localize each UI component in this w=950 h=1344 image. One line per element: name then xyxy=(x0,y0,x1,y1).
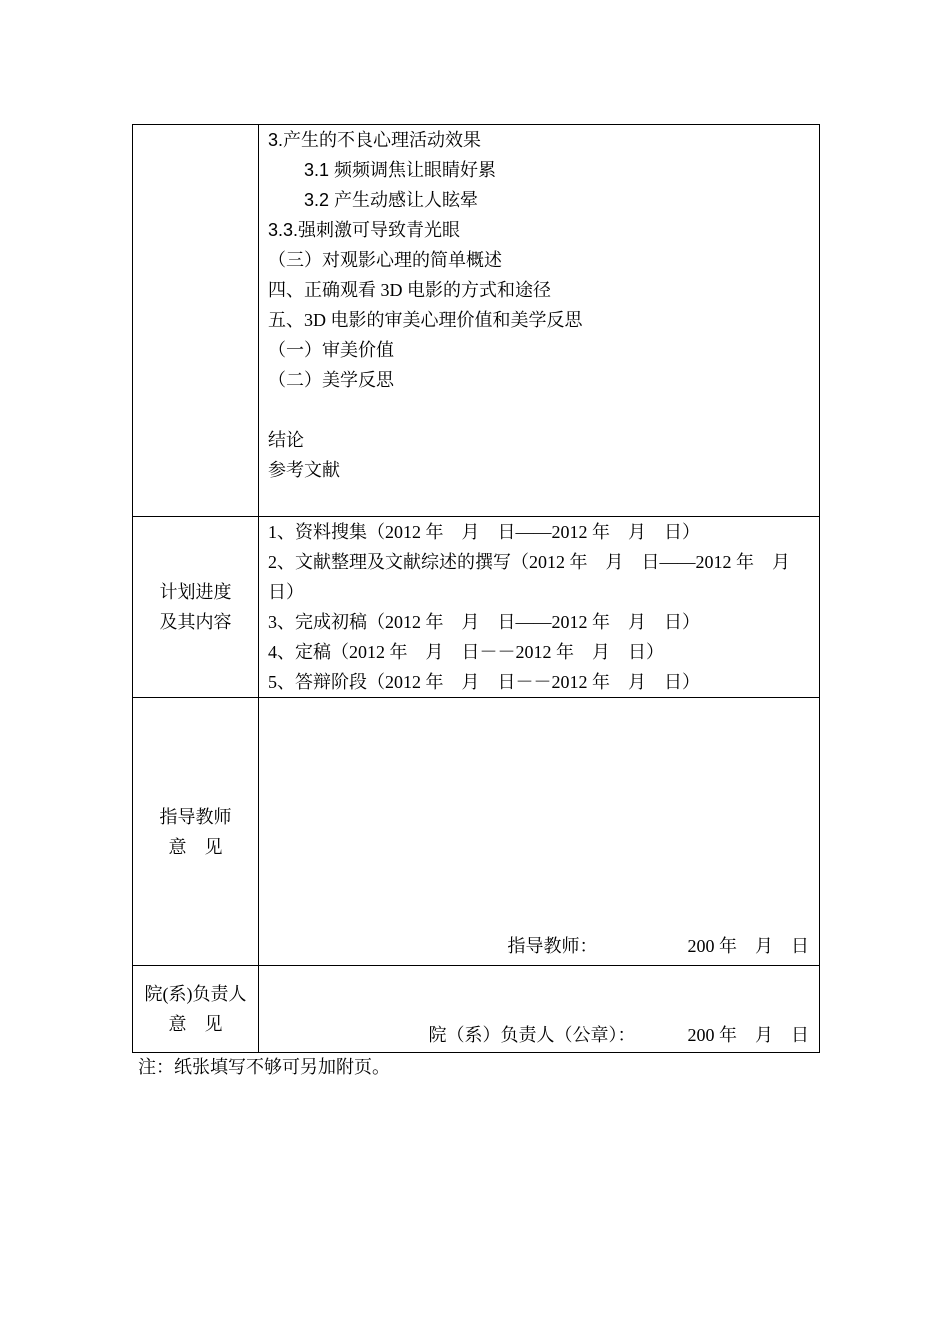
department-row xyxy=(133,966,820,1053)
department-label: 院(系)负责人 xyxy=(144,984,247,1004)
advisor-date: 200 年 月 日 xyxy=(687,936,809,956)
schedule-item: 2、文献整理及文献综述的撰写（2012 年 月 日——2012 年 月日） xyxy=(268,552,790,602)
schedule-item: 3、完成初稿（2012 年 月 日——2012 年 月 日） xyxy=(268,612,700,632)
department-date: 200 年 月 日 xyxy=(687,1025,809,1045)
advisor-label-cell xyxy=(133,698,259,966)
schedule-item: 5、答辩阶段（2012 年 月 日－－2012 年 月 日） xyxy=(268,672,700,692)
schedule-row xyxy=(133,517,820,698)
outline-item: （二）美学反思 xyxy=(268,370,394,390)
department-opinion-cell xyxy=(259,966,820,1053)
outline-item: 3.1 频频调焦让眼睛好累 xyxy=(304,160,497,180)
schedule-content-cell xyxy=(259,517,820,698)
advisor-label: 意 见 xyxy=(168,836,223,857)
schedule-label: 计划进度 xyxy=(159,582,232,602)
schedule-label: 及其内容 xyxy=(159,612,232,632)
outline-item: （一）审美价值 xyxy=(268,340,394,360)
advisor-signature-label: 指导教师： xyxy=(507,936,598,956)
department-label-cell xyxy=(133,966,259,1053)
outline-item: 参考文献 xyxy=(268,460,340,480)
proposal-form-table xyxy=(132,124,820,1053)
schedule-item: 4、定稿（2012 年 月 日－－2012 年 月 日） xyxy=(268,642,664,662)
outline-item: 结论 xyxy=(268,430,304,450)
blank-line xyxy=(268,395,811,425)
outline-content-cell xyxy=(259,125,820,517)
outline-item: 五、3D 电影的审美心理价值和美学反思 xyxy=(268,310,583,330)
advisor-row xyxy=(133,698,820,966)
advisor-label: 指导教师 xyxy=(159,806,232,827)
schedule-item: 1、资料搜集（2012 年 月 日——2012 年 月 日） xyxy=(268,522,700,542)
outline-item: 四、正确观看 3D 电影的方式和途径 xyxy=(268,280,551,300)
schedule-label-cell xyxy=(133,517,259,698)
outline-row xyxy=(133,125,820,517)
department-label: 意 见 xyxy=(168,1014,223,1034)
advisor-signature-line xyxy=(259,931,819,961)
department-signature-label: 院（系）负责人（公章）： xyxy=(428,1025,636,1045)
outline-item: 3.3.强刺激可导致青光眼 xyxy=(268,220,461,240)
outline-item: 3.2 产生动感让人眩晕 xyxy=(304,190,479,210)
outline-item: （三）对观影心理的简单概述 xyxy=(268,250,502,270)
department-signature-line xyxy=(259,1020,819,1050)
outline-item: 3.产生的不良心理活动效果 xyxy=(268,130,482,150)
advisor-opinion-cell xyxy=(259,698,820,966)
footnote: 注：纸张填写不够可另加附页。 xyxy=(138,1057,390,1077)
outline-label-cell xyxy=(133,125,259,517)
